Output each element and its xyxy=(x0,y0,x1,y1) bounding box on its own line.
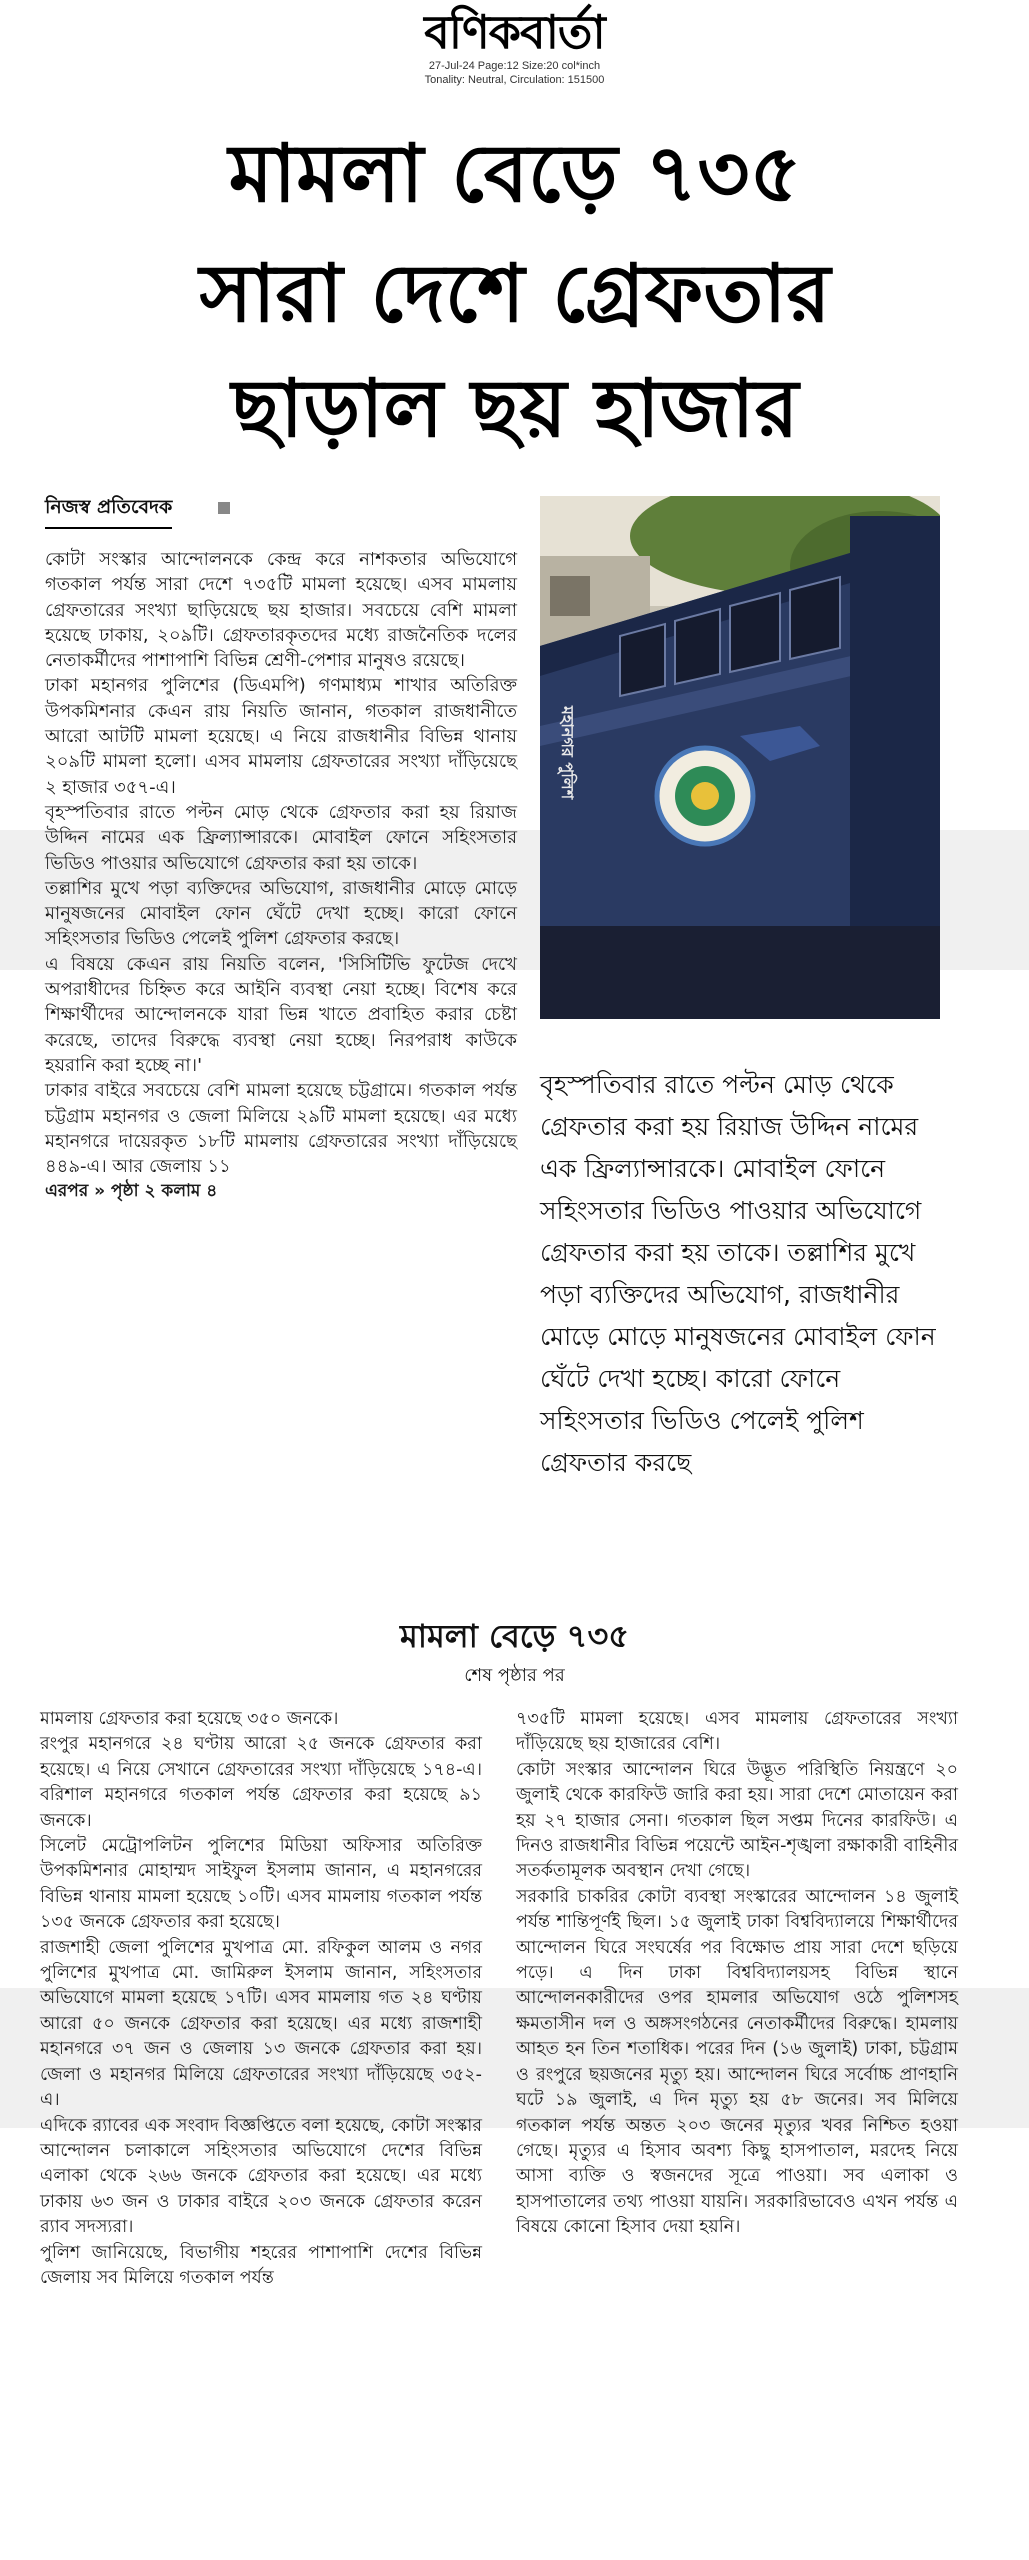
continuation-note: এরপর » পৃষ্ঠা ২ কলাম ৪ xyxy=(45,1181,218,1202)
headline-line-1: মামলা বেড়ে ৭৩৫ xyxy=(228,127,802,220)
paragraph: ঢাকার বাইরে সবচেয়ে বেশি মামলা হয়েছে চট্টগ্রামে। গতকাল পর্যন্ত চট্টগ্রাম মহানগর ও জেলা মিলিয়ে ২৯টি মামলা হয়েছে। এর মধ্যে মহানগরে দায়েরকৃত ১৮টি মামলায় গ্রেফতারের সংখ্যা দাঁড়িয়েছে ৪৪৯-এ। আর জেলায় ১১ xyxy=(45,1080,517,1178)
paragraph: বৃহস্পতিবার রাতে পল্টন মোড় থেকে গ্রেফতার করা হয় রিয়াজ উদ্দিন নামের এক ফ্রিল্যান্সারকে। মোবাইল ফোনে সহিংসতার ভিডিও পাওয়ার অভিযোগে গ্রেফতার করা হয় তাকে। xyxy=(45,801,517,874)
headline-line-2: সারা দেশে গ্রেফতার xyxy=(199,247,831,340)
paragraph: রাজশাহী জেলা পুলিশের মুখপাত্র মো. রফিকুল আলম ও নগর পুলিশের মুখপাত্র মো. জামিরুল ইসলাম জানান, সহিংসতার অভিযোগে মামলা হয়েছে ১৭টি। এসব মামলায় গত ২৪ ঘণ্টায় আরো ৫০ জনকে গ্রেফতার করা হয়েছে। এর মধ্যে রাজশাহী মহানগরে ৩৭ জন ও জেলায় ১৩ জনকে গ্রেফতার করা হয়। জেলা ও মহানগর মিলিয়ে গ্রেফতারের সংখ্যা দাঁড়িয়েছে ৩৫২-এ। xyxy=(40,1937,482,2111)
paragraph: এদিকে র‍্যাবের এক সংবাদ বিজ্ঞপ্তিতে বলা হয়েছে, কোটা সংস্কার আন্দোলন চলাকালে সহিংসতার অভিযোগে দেশের বিভিন্ন এলাকা থেকে ২৬৬ জনকে গ্রেফতার করা হয়েছে। এর মধ্যে ঢাকায় ৬৩ জন ও ঢাকার বাইরে ২০৩ জনকে গ্রেফতার করেন র‍্যাব সদস্যরা। xyxy=(40,2115,482,2238)
paragraph: পুলিশ জানিয়েছে, বিভাগীয় শহরের পাশাপাশি দেশের বিভিন্ন জেলায় সব মিলিয়ে গতকাল পর্যন্ত xyxy=(40,2242,482,2288)
continuation-right-column xyxy=(516,1707,958,2241)
news-photo-police-van xyxy=(540,496,940,1019)
clipping-meta-line1: 27-Jul-24 Page:12 Size:20 col*inch xyxy=(428,60,601,72)
paragraph: এ বিষয়ে কেএন রায় নিয়তি বলেন, 'সিসিটিভি ফুটেজ দেখে অপরাধীদের চিহ্নিত করে আইনি ব্যবস্থা নেয়া হচ্ছে। বিশেষ করে শিক্ষার্থীদের আন্দোলনকে যারা ভিন্ন খাতে প্রবাহিত করার চেষ্টা করেছে, তাদের বিরুদ্ধে ব্যবস্থা নেয়া হচ্ছে। নিরপরাধ কাউকে হয়রানি করা হচ্ছে না।' xyxy=(45,953,517,1076)
article-main-column xyxy=(45,547,517,1205)
continuation-left-column xyxy=(40,1707,482,2291)
continuation-subtitle: শেষ পৃষ্ঠার পর xyxy=(464,1665,565,1686)
byline-square-icon xyxy=(218,502,230,514)
paragraph: রংপুর মহানগরে ২৪ ঘণ্টায় আরো ২৫ জনকে গ্রেফতার করা হয়েছে। এ নিয়ে সেখানে গ্রেফতারের সংখ্যা দাঁড়িয়েছে ১৭৪-এ। বরিশাল মহানগরে গতকাল পর্যন্ত গ্রেফতার করা হয়েছে ৯১ জনকে। xyxy=(40,1734,482,1831)
paragraph: ৭৩৫টি মামলা হয়েছে। এসব মামলায় গ্রেফতারের সংখ্যা দাঁড়িয়েছে ছয় হাজারের বেশি। xyxy=(516,1709,958,1755)
clipping-meta-line2: Tonality: Neutral, Circulation: 151500 xyxy=(424,74,605,86)
continuation-title: মামলা বেড়ে ৭৩৫ xyxy=(399,1617,630,1655)
byline: নিজস্ব প্রতিবেদক xyxy=(45,493,172,529)
paragraph: তল্লাশির মুখে পড়া ব্যক্তিদের অভিযোগ, রাজধানীর মোড়ে মোড়ে মানুষজনের মোবাইল ফোন ঘেঁটে দেখা হচ্ছে। কারো ফোনে সহিংসতার ভিডিও পেলেই পুলিশ গ্রেফতার করছে। xyxy=(45,877,517,950)
headline-line-3: ছাড়াল ছয় হাজার xyxy=(231,362,799,455)
paragraph: মামলায় গ্রেফতার করা হয়েছে ৩৫০ জনকে। xyxy=(40,1709,339,1729)
masthead-logo: বণিকবার্তা xyxy=(424,5,605,59)
paragraph: সিলেট মেট্রোপলিটন পুলিশের মিডিয়া অফিসার অতিরিক্ত উপকমিশনার মোহাম্মদ সাইফুল ইসলাম জানান, এ মহানগরের বিভিন্ন থানায় মামলা হয়েছে ১০টি। এসব মামলায় গতকাল পর্যন্ত ১৩৫ জনকে গ্রেফতার করা হয়েছে। xyxy=(40,1836,482,1933)
photo-van-text: মহানগর পুলিশ xyxy=(558,706,577,800)
paragraph: কোটা সংস্কার আন্দোলন ঘিরে উদ্ভূত পরিস্থিতি নিয়ন্ত্রণে ২০ জুলাই থেকে কারফিউ জারি করা হয়। সারা দেশে মোতায়েন করা হয় ২৭ হাজার সেনা। গতকাল ছিল সপ্তম দিনের কারফিউ। এ দিনও রাজধানীর বিভিন্ন পয়েন্টে আইন-শৃঙ্খলা রক্ষাকারী বাহিনীর সতর্কতামূলক অবস্থান দেখা গেছে। xyxy=(516,1759,958,1882)
paragraph: সরকারি চাকরির কোটা ব্যবস্থা সংস্কারের আন্দোলন ১৪ জুলাই পর্যন্ত শান্তিপূর্ণই ছিল। ১৫ জুলাই ঢাকা বিশ্ববিদ্যালয়ে শিক্ষার্থীদের আন্দোলন ঘিরে সংঘর্ষের পর বিক্ষোভ প্রায় সারা দেশে ছড়িয়ে পড়ে। এ দিন ঢাকা বিশ্ববিদ্যালয়সহ বিভিন্ন স্থানে আন্দোলনকারীদের ওপর হামলার অভিযোগ ওঠে পুলিশসহ ক্ষমতাসীন দল ও অঙ্গসংগঠনের নেতাকর্মীদের বিরুদ্ধে। হামলায় আহত হন তিন শতাধিক। পরের দিন (১৬ জুলাই) ঢাকা, চট্টগ্রাম ও রংপুরে ছয়জনের মৃত্যু হয়। আন্দোলন ঘিরে সর্বোচ্চ প্রাণহানি ঘটে ১৯ জুলাই, এ দিন মৃত্যু হয় ৫৮ জনের। সব মিলিয়ে গতকাল পর্যন্ত অন্তত ২০৩ জনের মৃত্যুর খবর নিশ্চিত হওয়া গেছে। মৃত্যুর এ হিসাব অবশ্য কিছু হাসপাতাল, মরদেহ নিয়ে আসা ব্যক্তি ও স্বজনদের সূত্রে পাওয়া। সব এলাকা ও হাসপাতালের তথ্য পাওয়া যায়নি। সরকারিভাবেও এখন পর্যন্ত এ বিষয়ে কোনো হিসাব দেয়া হয়নি। xyxy=(516,1886,958,2238)
paragraph: ঢাকা মহানগর পুলিশের (ডিএমপি) গণমাধ্যম শাখার অতিরিক্ত উপকমিশনার কেএন রায় নিয়তি জানান, গতকাল রাজধানীতে আরো আটটি মামলা হয়েছে। এ নিয়ে রাজধানীর বিভিন্ন থানায় ২০৯টি মামলা হলো। এসব মামলায় গ্রেফতারের সংখ্যা দাঁড়িয়েছে ২ হাজার ৩৫৭-এ। xyxy=(45,675,517,798)
paragraph: কোটা সংস্কার আন্দোলনকে কেন্দ্র করে নাশকতার অভিযোগে গতকাল পর্যন্ত সারা দেশে ৭৩৫টি মামলা হয়েছে। এসব মামলায় গ্রেফতারের সংখ্যা ছাড়িয়েছে ছয় হাজার। সবচেয়ে বেশি মামলা হয়েছে ঢাকায়, ২০৯টি। গ্রেফতারকৃতদের মধ্যে রাজনৈতিক দলের নেতাকর্মীদের পাশাপাশি বিভিন্ন শ্রেণী-পেশার মানুষও রয়েছে। xyxy=(45,549,517,672)
police-van-illustration xyxy=(540,496,940,1019)
pull-quote: বৃহস্পতিবার রাতে পল্টন মোড় থেকে গ্রেফতার করা হয় রিয়াজ উদ্দিন নামের এক ফ্রিল্যান্সারকে। মোবাইল ফোনে সহিংসতার ভিডিও পাওয়ার অভিযোগে গ্রেফতার করা হয় তাকে। তল্লাশির মুখে পড়া ব্যক্তিদের অভিযোগ, রাজধানীর মোড়ে মোড়ে মানুষজনের মোবাইল ফোন ঘেঁটে দেখা হচ্ছে। কারো ফোনে সহিংসতার ভিডিও পেলেই পুলিশ গ্রেফতার করছে xyxy=(540,1070,936,1477)
